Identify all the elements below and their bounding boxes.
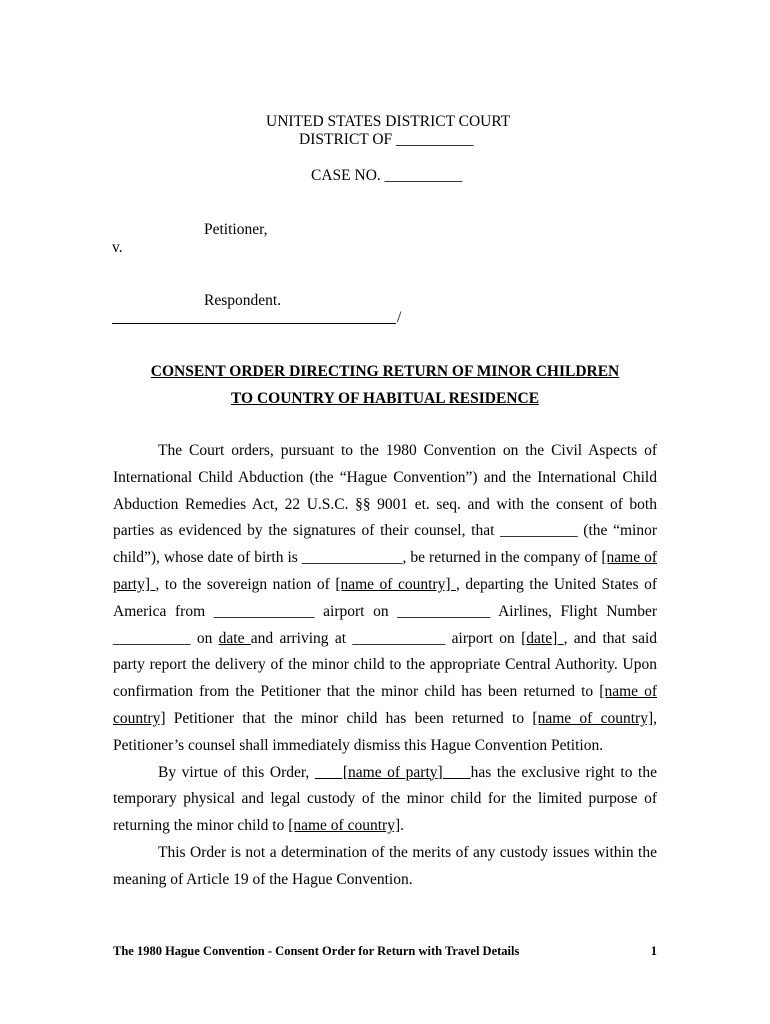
country-field-2: [name of country] [113,683,658,727]
petitioner-label: Petitioner, [204,221,268,238]
p1-text-a: The Court orders, pursuant to the 1980 Convention on the Civil Aspects of International Child Abduction (the “Hague Convention”) and the International Child Abduction Remedies Act, 22 U.S.C. §§ 9001 et. seq. and with the consent of both parties as evidenced by the signatures of their counsel, that __________ (the “minor child”), whose date of birth is _____________, be returned in the company of [113,442,657,567]
page-footer [113,944,657,959]
page-number: 1 [650,944,657,958]
caption-slash: / [397,309,402,326]
order-body [113,438,657,894]
p2-text-c: . [400,817,404,835]
p2-text-b: has the exclusive right to the temporary physical and legal custody of the minor child for the limited purpose of returning the minor child to [113,763,657,835]
arrival-date-field: [date] [521,629,564,647]
country-field-3: [name of country] [532,709,654,727]
versus-label: v. [112,239,123,256]
court-name: UNITED STATES DISTRICT COURT [266,113,511,130]
paragraph-2 [113,760,657,840]
p2-text-a: By virtue of this Order, [158,763,315,781]
paragraph-3: This Order is not a determination of the merits of any custody issues within the meaning of Article 19 of the Hague Convention. [113,843,657,888]
district-line: DISTRICT OF __________ [299,131,474,148]
order-title-line-1: CONSENT ORDER DIRECTING RETURN OF MINOR CHILDREN [150,363,620,380]
caption-underline [112,323,396,324]
order-title-line-2: TO COUNTRY OF HABITUAL RESIDENCE [230,390,540,407]
paragraph-1 [113,438,657,760]
country-field: [name of country] [335,575,456,593]
p1-text-g: , Petitioner’s counsel shall immediately dismiss this Hague Convention Petition. [113,709,657,754]
footer-title: The 1980 Hague Convention - Consent Order for Return with Travel Details [113,944,520,958]
respondent-label: Respondent. [204,292,282,309]
p1-text-b: , to the sovereign nation of [155,575,336,593]
p1-text-d: and arriving at ____________ airport on [250,629,522,647]
case-number: CASE NO. __________ [311,167,463,184]
p1-text-e: , and that said party report the delivery of the minor child to the appropriate Central Authority. Upon confirmation from the Petitioner that the minor child has been returned to [113,629,658,701]
country-field-4: [name of country] [288,817,401,835]
custody-party-field: [name of party] [314,763,471,781]
date-field: date [218,629,251,647]
party-field: [name of party] [113,549,658,593]
p1-text-c: , departing the United States of America from _____________ airport on ____________ Airlines, Flight Number __________ on [113,575,657,647]
p1-text-f: Petitioner that the minor child has been returned to [165,709,533,727]
